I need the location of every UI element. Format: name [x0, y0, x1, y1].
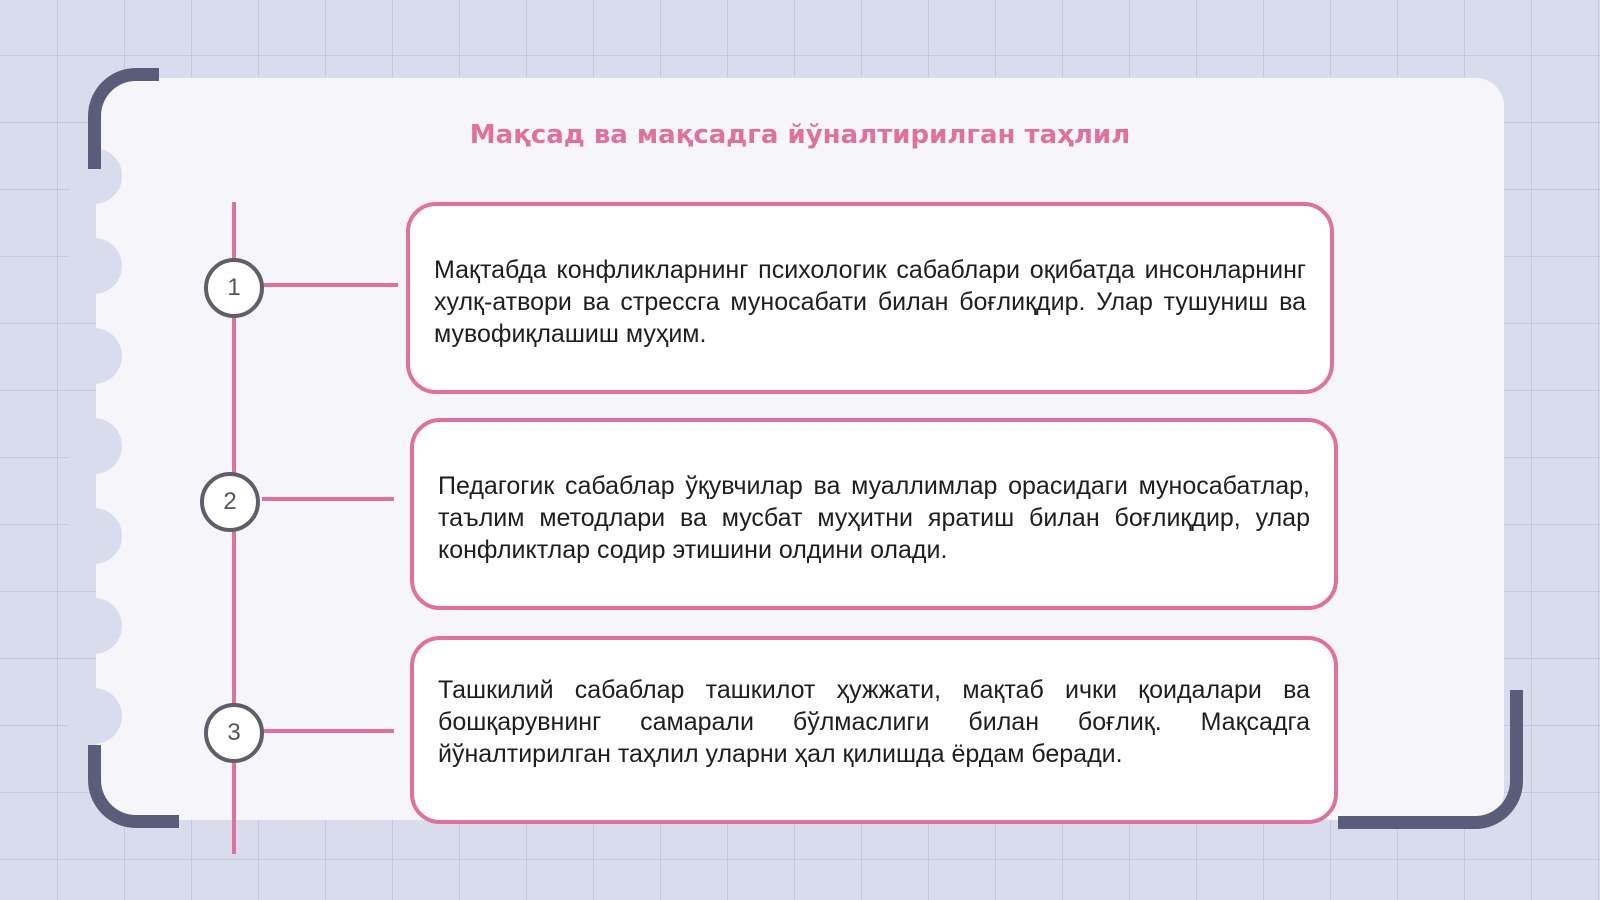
card-scallop: [66, 688, 122, 744]
item-text-1: Мақтабда конфликларнинг психологик сабаблари оқибатда инсонларнинг хулқ-атвори ва стрессга муносабати билан боғлиқдир. Улар тушуниш ва мувофиқлашиш муҳим.: [434, 256, 1306, 348]
corner-bracket-bottom-right: [1338, 690, 1523, 829]
corner-bracket-bottom-left: [88, 745, 179, 828]
slide-title: Мақсад ва мақсадга йўналтирилган таҳлил: [469, 120, 1131, 150]
timeline-connector-1: [262, 283, 398, 287]
item-box-1: [406, 202, 1334, 394]
item-text-2: Педагогик сабаблар ўқувчилар ва муаллимлар орасидаги муносабатлар, таълим методлари ва мусбат муҳитни яратиш билан боғлиқдир, улар конфликтлар содир этишини олдини олади.: [438, 472, 1310, 564]
item-box-2: [410, 418, 1338, 610]
timeline-connector-2: [262, 497, 394, 501]
corner-bracket-top-left: [88, 68, 159, 169]
step-number-2: 2: [200, 472, 260, 532]
item-text-3: Ташкилий сабаблар ташкилот ҳужжати, мақтаб ички қоидалари ва бошқарувнинг самарали бўлмаслиги билан боғлиқ. Мақсадга йўналтирилган таҳлил уларни ҳал қилишда ёрдам беради.: [438, 676, 1310, 768]
card-scallop: [66, 508, 122, 564]
item-box-3: [410, 636, 1338, 824]
step-number-3: 3: [204, 703, 264, 763]
card-scallop: [66, 598, 122, 654]
card-scallop: [66, 328, 122, 384]
card-scallop: [66, 238, 122, 294]
step-number-1: 1: [204, 258, 264, 318]
timeline-connector-3: [262, 729, 394, 733]
card-scallop: [66, 418, 122, 474]
